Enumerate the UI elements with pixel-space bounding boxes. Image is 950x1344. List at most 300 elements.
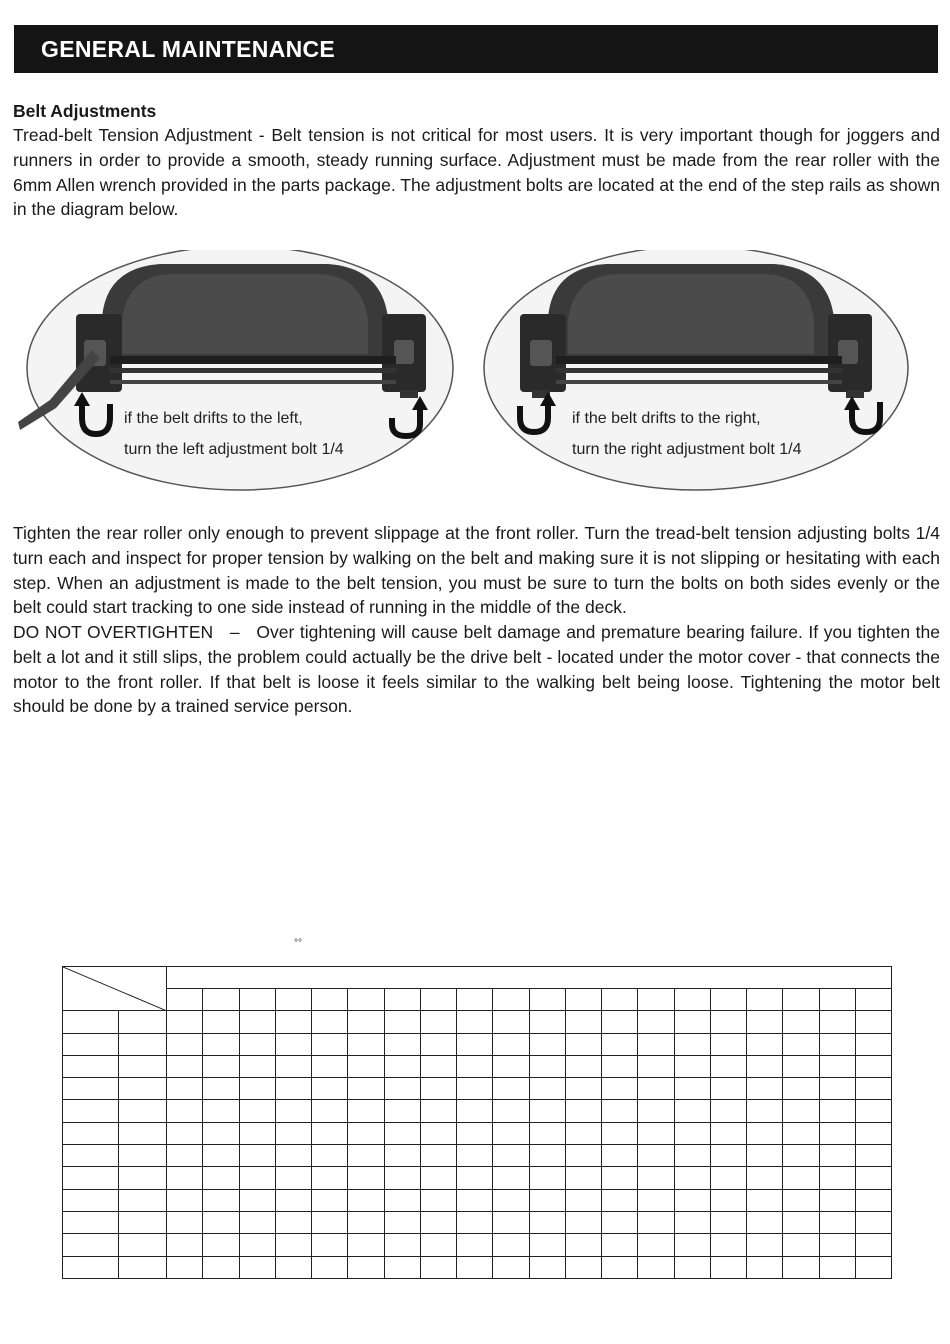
table-cell bbox=[275, 1055, 311, 1077]
table-cell bbox=[167, 1167, 203, 1189]
table-cell bbox=[384, 1211, 420, 1233]
table-cell bbox=[783, 1033, 819, 1055]
table-cell bbox=[63, 1033, 119, 1055]
table-header-cell bbox=[457, 989, 493, 1011]
table-cell bbox=[493, 1234, 529, 1256]
table-cell bbox=[119, 1011, 167, 1033]
table-row bbox=[63, 1234, 892, 1256]
table-cell bbox=[638, 1234, 674, 1256]
table-cell bbox=[312, 1167, 348, 1189]
table-header-cell bbox=[493, 989, 529, 1011]
table-cell bbox=[384, 1234, 420, 1256]
table-cell bbox=[420, 1100, 456, 1122]
table-cell bbox=[348, 1189, 384, 1211]
table-cell bbox=[638, 1256, 674, 1278]
table-cell bbox=[783, 1211, 819, 1233]
table-cell bbox=[167, 1234, 203, 1256]
table-cell bbox=[348, 1211, 384, 1233]
table-cell bbox=[529, 1189, 565, 1211]
table-cell bbox=[602, 1167, 638, 1189]
table-cell bbox=[275, 1256, 311, 1278]
maintenance-log-table bbox=[62, 966, 892, 1279]
table-cell bbox=[819, 1100, 855, 1122]
table-cell bbox=[855, 1145, 891, 1167]
table-cell bbox=[63, 1078, 119, 1100]
overtighten-warning-paragraph: DO NOT OVERTIGHTEN – Over tightening will cause belt damage and premature bearing failure. If you tighten the belt a lot and it still slips, the problem could actually be the drive belt - located under the motor cover - that connects the motor to the front roller. If that belt is loose it feels similar to the walking belt being loose. Tightening the motor belt should be done by a trained service person. bbox=[13, 622, 940, 717]
table-cell bbox=[529, 1234, 565, 1256]
table-header-cell bbox=[747, 989, 783, 1011]
table-cell bbox=[565, 1145, 601, 1167]
table-row bbox=[63, 1033, 892, 1055]
table-cell bbox=[602, 1033, 638, 1055]
table-cell bbox=[674, 1211, 710, 1233]
table-cell bbox=[203, 1122, 239, 1144]
right-caption-line-2: turn the right adjustment bolt 1/4 bbox=[572, 441, 802, 458]
table-cell bbox=[203, 1100, 239, 1122]
table-cell bbox=[119, 1234, 167, 1256]
table-cell bbox=[710, 1122, 746, 1144]
table-cell bbox=[710, 1167, 746, 1189]
table-cell bbox=[855, 1256, 891, 1278]
table-cell bbox=[384, 1122, 420, 1144]
table-cell bbox=[747, 1100, 783, 1122]
table-cell bbox=[63, 1167, 119, 1189]
table-cell bbox=[384, 1256, 420, 1278]
table-cell bbox=[239, 1011, 275, 1033]
section-heading: Belt Adjustments bbox=[13, 101, 157, 121]
table-cell bbox=[275, 1078, 311, 1100]
table-cell bbox=[783, 1055, 819, 1077]
table-cell bbox=[312, 1234, 348, 1256]
table-cell bbox=[783, 1078, 819, 1100]
table-cell bbox=[384, 1100, 420, 1122]
table-header-row bbox=[63, 967, 892, 989]
left-caption-line-2: turn the left adjustment bolt 1/4 bbox=[124, 441, 344, 458]
table-cell bbox=[275, 1211, 311, 1233]
table-cell bbox=[275, 1011, 311, 1033]
table-cell bbox=[457, 1145, 493, 1167]
table-cell bbox=[119, 1167, 167, 1189]
table-cell bbox=[710, 1256, 746, 1278]
table-cell bbox=[855, 1033, 891, 1055]
table-cell bbox=[674, 1189, 710, 1211]
table-cell bbox=[312, 1055, 348, 1077]
table-cell bbox=[565, 1033, 601, 1055]
table-cell bbox=[602, 1211, 638, 1233]
table-row bbox=[63, 1055, 892, 1077]
table-cell bbox=[855, 1100, 891, 1122]
table-cell bbox=[493, 1055, 529, 1077]
table-cell bbox=[710, 1234, 746, 1256]
table-cell bbox=[312, 1078, 348, 1100]
table-cell bbox=[638, 1078, 674, 1100]
table-cell bbox=[710, 1189, 746, 1211]
table-cell bbox=[203, 1211, 239, 1233]
table-cell bbox=[203, 1078, 239, 1100]
table-row bbox=[63, 1011, 892, 1033]
table-cell bbox=[565, 1055, 601, 1077]
table-cell bbox=[420, 1211, 456, 1233]
table-cell bbox=[167, 1033, 203, 1055]
table-cell bbox=[384, 1078, 420, 1100]
table-cell bbox=[855, 1189, 891, 1211]
table-cell bbox=[239, 1256, 275, 1278]
table-cell bbox=[855, 1078, 891, 1100]
table-cell bbox=[119, 1189, 167, 1211]
table-cell bbox=[420, 1145, 456, 1167]
table-cell bbox=[710, 1145, 746, 1167]
table-cell bbox=[819, 1167, 855, 1189]
table-cell bbox=[239, 1100, 275, 1122]
table-header-cell bbox=[783, 989, 819, 1011]
right-adjustment-diagram bbox=[476, 250, 926, 500]
table-cell bbox=[565, 1211, 601, 1233]
table-cell bbox=[119, 1055, 167, 1077]
table-cell bbox=[710, 1078, 746, 1100]
table-cell bbox=[674, 1234, 710, 1256]
table-cell bbox=[119, 1033, 167, 1055]
table-header-cell bbox=[529, 989, 565, 1011]
table-cell bbox=[747, 1033, 783, 1055]
table-cell bbox=[119, 1211, 167, 1233]
table-cell bbox=[312, 1145, 348, 1167]
table-cell bbox=[819, 1189, 855, 1211]
table-cell bbox=[420, 1033, 456, 1055]
table-cell bbox=[420, 1078, 456, 1100]
table-cell bbox=[674, 1167, 710, 1189]
table-cell bbox=[203, 1189, 239, 1211]
table-cell bbox=[783, 1234, 819, 1256]
table-cell bbox=[420, 1234, 456, 1256]
table-cell bbox=[529, 1256, 565, 1278]
table-cell bbox=[819, 1211, 855, 1233]
table-cell bbox=[493, 1011, 529, 1033]
table-cell bbox=[674, 1011, 710, 1033]
table-cell bbox=[602, 1189, 638, 1211]
table-cell bbox=[275, 1234, 311, 1256]
table-cell bbox=[710, 1100, 746, 1122]
table-row bbox=[63, 1122, 892, 1144]
table-cell bbox=[63, 1122, 119, 1144]
table-cell bbox=[457, 1234, 493, 1256]
table-cell bbox=[674, 1256, 710, 1278]
table-cell bbox=[119, 1145, 167, 1167]
table-cell bbox=[275, 1033, 311, 1055]
table-cell bbox=[63, 1011, 119, 1033]
table-cell bbox=[348, 1167, 384, 1189]
table-header-cell bbox=[674, 989, 710, 1011]
table-cell bbox=[63, 1256, 119, 1278]
table-row bbox=[63, 1211, 892, 1233]
table-cell bbox=[602, 1011, 638, 1033]
table-cell bbox=[384, 1033, 420, 1055]
table-cell bbox=[747, 1011, 783, 1033]
table-subheader-row bbox=[63, 989, 892, 1011]
table-cell bbox=[855, 1055, 891, 1077]
table-cell bbox=[638, 1033, 674, 1055]
table-cell bbox=[710, 1011, 746, 1033]
table-cell bbox=[348, 1055, 384, 1077]
table-cell bbox=[638, 1122, 674, 1144]
table-cell bbox=[348, 1234, 384, 1256]
table-cell bbox=[275, 1167, 311, 1189]
table-cell bbox=[63, 1100, 119, 1122]
table-cell bbox=[747, 1256, 783, 1278]
table-cell bbox=[674, 1055, 710, 1077]
right-caption-line-1: if the belt drifts to the right, bbox=[572, 410, 761, 427]
table-cell bbox=[747, 1234, 783, 1256]
table-header-cell bbox=[602, 989, 638, 1011]
table-cell bbox=[167, 1055, 203, 1077]
table-cell bbox=[119, 1122, 167, 1144]
table-cell bbox=[167, 1256, 203, 1278]
table-cell bbox=[493, 1078, 529, 1100]
table-header-cell bbox=[710, 989, 746, 1011]
table-cell bbox=[529, 1011, 565, 1033]
table-cell bbox=[783, 1189, 819, 1211]
table-cell bbox=[855, 1234, 891, 1256]
table-cell bbox=[384, 1055, 420, 1077]
table-cell bbox=[239, 1189, 275, 1211]
table-cell bbox=[855, 1011, 891, 1033]
table-cell bbox=[710, 1211, 746, 1233]
table-cell bbox=[384, 1011, 420, 1033]
table-cell bbox=[457, 1100, 493, 1122]
table-cell bbox=[638, 1211, 674, 1233]
table-cell bbox=[783, 1122, 819, 1144]
stray-mark: °° bbox=[294, 938, 302, 949]
table-cell bbox=[747, 1055, 783, 1077]
table-header-cell bbox=[167, 989, 203, 1011]
table-cell bbox=[348, 1256, 384, 1278]
table-cell bbox=[819, 1033, 855, 1055]
table-cell bbox=[239, 1122, 275, 1144]
table-cell bbox=[420, 1256, 456, 1278]
table-cell bbox=[565, 1256, 601, 1278]
table-cell bbox=[167, 1100, 203, 1122]
table-row bbox=[63, 1078, 892, 1100]
table-header-cell bbox=[384, 989, 420, 1011]
table-cell bbox=[565, 1100, 601, 1122]
table-cell bbox=[747, 1145, 783, 1167]
table-cell bbox=[239, 1211, 275, 1233]
table-cell bbox=[819, 1011, 855, 1033]
table-cell bbox=[457, 1256, 493, 1278]
table-cell bbox=[855, 1167, 891, 1189]
table-cell bbox=[529, 1145, 565, 1167]
table-cell bbox=[855, 1122, 891, 1144]
table-cell bbox=[819, 1122, 855, 1144]
table-cell bbox=[420, 1055, 456, 1077]
table-cell bbox=[457, 1011, 493, 1033]
table-cell bbox=[239, 1033, 275, 1055]
table-cell bbox=[529, 1033, 565, 1055]
table-cell bbox=[529, 1055, 565, 1077]
table-cell bbox=[529, 1078, 565, 1100]
table-cell bbox=[312, 1256, 348, 1278]
table-cell bbox=[565, 1234, 601, 1256]
table-cell bbox=[203, 1055, 239, 1077]
table-cell bbox=[119, 1100, 167, 1122]
table-cell bbox=[457, 1122, 493, 1144]
table-cell bbox=[565, 1122, 601, 1144]
table-cell bbox=[275, 1145, 311, 1167]
table-cell bbox=[239, 1055, 275, 1077]
table-header-span-cell bbox=[167, 967, 892, 989]
table-cell bbox=[239, 1145, 275, 1167]
table-cell bbox=[674, 1033, 710, 1055]
table-cell bbox=[493, 1211, 529, 1233]
table-cell bbox=[348, 1100, 384, 1122]
table-cell bbox=[203, 1145, 239, 1167]
section-header-bar bbox=[14, 25, 938, 73]
table-cell bbox=[203, 1234, 239, 1256]
table-cell bbox=[348, 1145, 384, 1167]
table-cell bbox=[63, 1211, 119, 1233]
tighten-instructions-paragraph: Tighten the rear roller only enough to prevent slippage at the front roller. Turn the tread-belt tension adjusting bolts 1/4 turn each and inspect for proper tension by walking on the belt and making sure it is not slipping or hesitating with each step. When an adjustment is made to the belt tension, you must be sure to turn the bolts on both sides evenly or the belt could start tracking to one side instead of running in the middle of the deck. bbox=[13, 523, 940, 618]
table-header-cell bbox=[855, 989, 891, 1011]
table-cell bbox=[493, 1100, 529, 1122]
table-header-cell bbox=[239, 989, 275, 1011]
table-cell bbox=[384, 1145, 420, 1167]
left-adjustment-diagram bbox=[10, 250, 460, 500]
table-cell bbox=[493, 1033, 529, 1055]
table-cell bbox=[420, 1122, 456, 1144]
table-cell bbox=[493, 1189, 529, 1211]
table-cell bbox=[457, 1078, 493, 1100]
table-cell bbox=[457, 1033, 493, 1055]
table-cell bbox=[119, 1256, 167, 1278]
table-cell bbox=[819, 1256, 855, 1278]
table-cell bbox=[312, 1033, 348, 1055]
table-cell bbox=[203, 1011, 239, 1033]
table-cell bbox=[275, 1189, 311, 1211]
table-row bbox=[63, 1256, 892, 1278]
table-cell bbox=[493, 1122, 529, 1144]
table-cell bbox=[602, 1256, 638, 1278]
table-header-cell bbox=[420, 989, 456, 1011]
table-cell bbox=[493, 1256, 529, 1278]
table-cell bbox=[420, 1167, 456, 1189]
left-treadmill-illustration bbox=[10, 250, 460, 500]
table-header-cell bbox=[565, 989, 601, 1011]
table-cell bbox=[312, 1189, 348, 1211]
table-cell bbox=[457, 1167, 493, 1189]
table-cell bbox=[747, 1122, 783, 1144]
table-header-cell bbox=[638, 989, 674, 1011]
table-header-cell bbox=[275, 989, 311, 1011]
page-title: GENERAL MAINTENANCE bbox=[41, 36, 336, 62]
table-cell bbox=[167, 1011, 203, 1033]
table-cell bbox=[493, 1167, 529, 1189]
table-cell bbox=[348, 1078, 384, 1100]
table-row bbox=[63, 1100, 892, 1122]
table-cell bbox=[602, 1145, 638, 1167]
table-cell bbox=[638, 1189, 674, 1211]
table-row bbox=[63, 1189, 892, 1211]
table-cell bbox=[239, 1167, 275, 1189]
table-cell bbox=[638, 1011, 674, 1033]
table-cell bbox=[819, 1055, 855, 1077]
table-cell bbox=[167, 1145, 203, 1167]
table-cell bbox=[674, 1100, 710, 1122]
table-cell bbox=[457, 1055, 493, 1077]
table-cell bbox=[203, 1033, 239, 1055]
table-cell bbox=[602, 1100, 638, 1122]
table-cell bbox=[529, 1100, 565, 1122]
table-cell bbox=[348, 1122, 384, 1144]
table-cell bbox=[638, 1100, 674, 1122]
table-cell bbox=[747, 1211, 783, 1233]
right-treadmill-illustration bbox=[476, 250, 926, 500]
table-cell bbox=[167, 1078, 203, 1100]
table-cell bbox=[819, 1234, 855, 1256]
table-header-cell bbox=[819, 989, 855, 1011]
table-row bbox=[63, 1167, 892, 1189]
table-cell bbox=[783, 1011, 819, 1033]
table-cell bbox=[783, 1145, 819, 1167]
table-cell bbox=[312, 1122, 348, 1144]
table-cell bbox=[63, 1189, 119, 1211]
table-cell bbox=[819, 1078, 855, 1100]
table-cell bbox=[119, 1078, 167, 1100]
table-cell bbox=[275, 1122, 311, 1144]
table-cell bbox=[63, 1145, 119, 1167]
table-cell bbox=[674, 1145, 710, 1167]
table-cell bbox=[348, 1033, 384, 1055]
table-cell bbox=[565, 1011, 601, 1033]
table-cell bbox=[167, 1189, 203, 1211]
table-cell bbox=[565, 1167, 601, 1189]
table-cell bbox=[312, 1011, 348, 1033]
table-cell bbox=[529, 1167, 565, 1189]
table-header-cell bbox=[348, 989, 384, 1011]
left-caption-line-1: if the belt drifts to the left, bbox=[124, 410, 303, 427]
table-cell bbox=[783, 1256, 819, 1278]
table-cell bbox=[63, 1234, 119, 1256]
table-cell bbox=[855, 1211, 891, 1233]
table-cell bbox=[167, 1211, 203, 1233]
table-row bbox=[63, 1145, 892, 1167]
table-cell bbox=[747, 1189, 783, 1211]
tension-intro-paragraph: Tread-belt Tension Adjustment - Belt tension is not critical for most users. It is very important though for joggers and runners in order to provide a smooth, steady running surface. Adjustment must be made from the rear roller with the 6mm Allen wrench provided in the parts package. The adjustment bolts are located at the end of the step rails as shown in the diagram below. bbox=[13, 125, 940, 220]
table-cell bbox=[420, 1189, 456, 1211]
table-cell bbox=[493, 1145, 529, 1167]
table-cell bbox=[384, 1167, 420, 1189]
table-cell bbox=[420, 1011, 456, 1033]
table-cell bbox=[312, 1211, 348, 1233]
table-cell bbox=[602, 1234, 638, 1256]
table-cell bbox=[565, 1189, 601, 1211]
table-header-cell bbox=[312, 989, 348, 1011]
table-cell bbox=[239, 1078, 275, 1100]
table-cell bbox=[312, 1100, 348, 1122]
table-cell bbox=[602, 1055, 638, 1077]
table-cell bbox=[602, 1078, 638, 1100]
table-cell bbox=[348, 1011, 384, 1033]
diagonal-corner-cell bbox=[63, 967, 167, 1011]
table-cell bbox=[384, 1189, 420, 1211]
table-cell bbox=[638, 1167, 674, 1189]
table-cell bbox=[710, 1055, 746, 1077]
table-cell bbox=[457, 1211, 493, 1233]
table-cell bbox=[63, 1055, 119, 1077]
table-cell bbox=[747, 1167, 783, 1189]
table-cell bbox=[167, 1122, 203, 1144]
table-cell bbox=[783, 1167, 819, 1189]
table-header-cell bbox=[203, 989, 239, 1011]
table-cell bbox=[674, 1078, 710, 1100]
